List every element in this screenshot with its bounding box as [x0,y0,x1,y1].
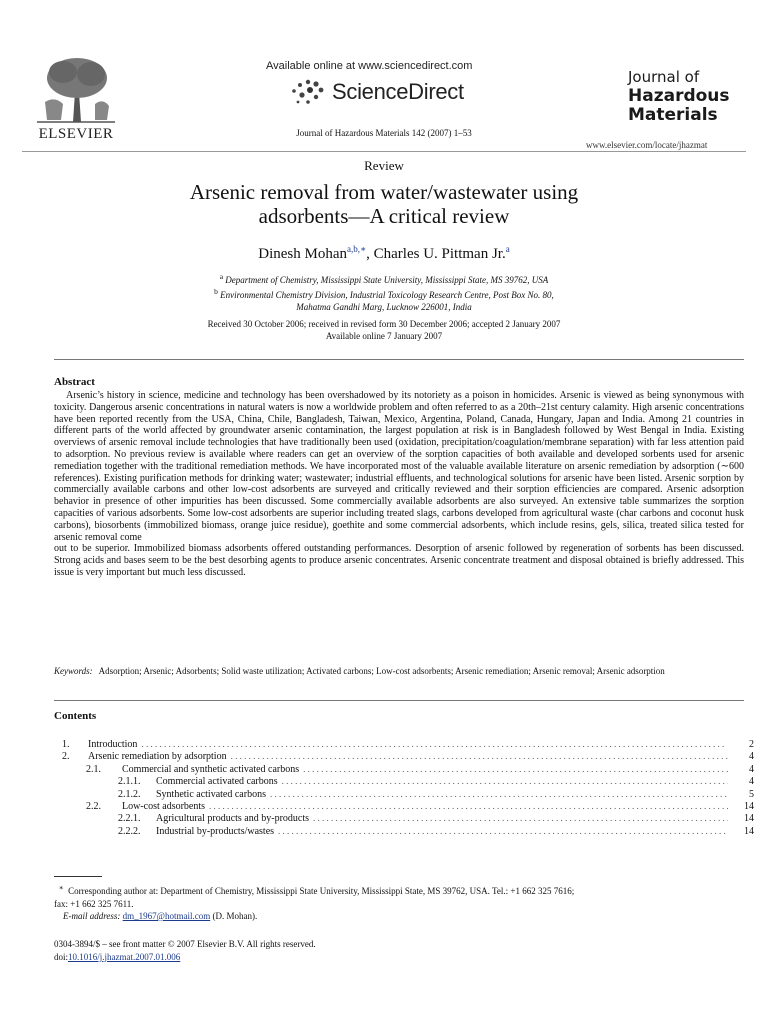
toc-entry[interactable] [54,825,754,837]
toc-title: Arsenic remediation by adsorption [88,751,227,763]
journal-url-link[interactable]: www.elsevier.com/locate/jhazmat [586,140,708,150]
sciencedirect-wordmark: ScienceDirect [332,79,464,104]
available-online-text: Available online at www.sciencedirect.com [266,60,473,72]
journal-name-line: Materials [628,105,718,125]
article-dates [0,318,768,342]
affiliations [0,271,768,313]
toc-leader [278,825,728,837]
affiliation-text: Department of Chemistry, Mississippi State University, Mississippi State, MS 39762, USA [225,275,549,285]
toc-page: 14 [744,813,754,825]
toc-leader [313,812,728,824]
sciencedirect-logo[interactable] [288,76,464,108]
author-affiliation-link[interactable]: a [505,244,510,254]
contents-divider [54,700,744,701]
toc-page: 4 [749,763,754,775]
footnote-marker: ∗ [58,883,64,892]
toc-page: 5 [749,788,754,800]
affiliation-text: Environmental Chemistry Division, Industrial Toxicology Research Centre, Post Box No. 80, [220,290,554,300]
toc-leader [282,775,728,787]
toc-leader [231,750,728,762]
email-link[interactable]: dm_1967@hotmail.com [122,911,211,921]
corresponding-author-footnote [54,882,754,923]
elsevier-tree-icon [33,52,119,124]
received-dates: Received 30 October 2006; received in revised form 30 December 2006; accepted 2 January 2007 [207,319,561,329]
toc-leader [270,788,728,800]
toc-title: Commercial activated carbons [156,776,278,788]
author-name: Charles U. Pittman Jr. [373,246,506,262]
author-list [0,244,768,263]
footnote-fax: fax: +1 662 325 7611. [54,898,134,909]
toc-page: 14 [744,800,754,812]
title-line: adsorbents—A critical review [258,204,510,228]
toc-title: Synthetic activated carbons [156,788,266,800]
affiliation-b [0,286,768,301]
toc-entry[interactable] [54,763,754,775]
affiliation-a [0,271,768,286]
toc-leader [303,763,728,775]
toc-number: 2.2.2. [118,825,141,837]
toc-number: 2.1.1. [118,776,141,788]
author-affiliation-link[interactable]: a,b,∗ [347,244,367,254]
issn-line: 0304-3894/$ – see front matter © 2007 Elsevier B.V. All rights reserved. [54,939,316,949]
footnote-text: Corresponding author at: Department of Chemistry, Mississippi State University, Mississippi State, MS 39762, USA. Tel.: +1 662 325 7616; [68,886,575,896]
toc-entry[interactable] [54,775,754,787]
keywords-label: Keywords: [54,666,93,676]
sciencedirect-dots-icon [288,76,328,108]
journal-citation: Journal of Hazardous Materials 142 (2007) 1–53 [296,128,472,138]
header-divider [22,151,746,152]
footnote-email [54,910,754,923]
affiliation-marker: a [219,272,224,281]
toc-title: Introduction [88,739,138,750]
contents-heading: Contents [54,710,97,722]
email-label: E-mail address: [63,911,121,921]
toc-page: 2 [749,739,754,750]
doi-label: doi: [54,952,69,962]
toc-entry[interactable] [54,738,754,750]
article-type: Review [364,158,404,173]
doi-line [54,951,316,964]
toc-number: 2.1.2. [118,788,141,800]
author-name: Dinesh Mohan [258,246,348,262]
toc-entry[interactable] [54,750,754,762]
toc-page: 4 [749,776,754,788]
author-separator: , [366,246,374,262]
keywords-text: Adsorption; Arsenic; Adsorbents; Solid waste utilization; Activated carbons; Low-cost adsorbents; Arsenic remediation; Arsenic removal; Arsenic adsorption [98,666,665,676]
title-line: Arsenic removal from water/wastewater using [189,180,579,204]
abstract-body [54,390,744,579]
toc-number: 1. [62,739,70,750]
toc-number: 2.2.1. [118,813,141,825]
journal-name-line: Journal of [628,68,700,86]
toc-number: 2.1. [86,763,101,775]
email-owner: (D. Mohan). [210,911,258,921]
front-matter [54,938,316,964]
toc-title: Agricultural products and by-products [156,813,310,825]
toc-number: 2.2. [86,800,101,812]
toc-entry[interactable] [54,788,754,800]
abstract-paragraph: out to be superior. Immobilized biomass adsorbents offered outstanding performances. Desorption of arsenic followed by regeneration of sorbents has been discussed. Strong acids and bases seem to be the best desorbing agents to produce arsenic concentrates. Arsenic concentrate treatment and disposal obtained is briefly addressed. This issue is very important but much less discussed. [54,543,744,578]
abstract-heading: Abstract [54,376,95,388]
toc-title: Industrial by-products/wastes [156,825,275,837]
available-date: Available online 7 January 2007 [325,331,443,341]
footnote-divider [54,876,102,877]
journal-name-line: Hazardous [628,86,730,106]
toc-entry[interactable] [54,800,754,812]
toc-page: 4 [749,751,754,763]
footnote-line [54,882,754,898]
publisher-name: ELSEVIER [38,126,114,142]
toc-leader [209,800,728,812]
table-of-contents [54,738,754,837]
affiliation-b-line2: Mahatma Gandhi Marg, Lucknow 226001, India [296,302,472,312]
toc-entry[interactable] [54,812,754,824]
abstract-divider [54,359,744,360]
toc-title: Commercial and synthetic activated carbons [122,763,300,775]
keywords [54,665,744,677]
article-title [0,180,768,228]
affiliation-marker: b [214,287,218,296]
journal-logo [628,68,730,125]
abstract-paragraph: Arsenic’s history in science, medicine and technology has been overshadowed by its notoriety as a poison in homicides. Arsenic is viewed as being synonymous with toxicity. Dangerous arsenic concentrations in natural waters is now a worldwide problem and often referred to as a 20th–21st century calamity. High arsenic concentrations have been reported recently from the USA, China, Chile, Bangladesh, Taiwan, Mexico, Argentina, Poland, Canada, Hungary, Japan and India. Among 21 countries in different parts of the world affected by groundwater arsenic contamination, the largest population at risk is in Bangladesh followed by West Bengal in India. Existing overviews of arsenic removal include technologies that have traditionally been used (oxidation, precipitation/coagulation/membrane separation) with far less attention paid to adsorption. No previous review is available where readers can get an overview of the sorption capacities of both available and developed sorbents used for arsenic remediation together with the traditional remediation methods. We have incorporated most of the valuable available literature on arsenic remediation by adsorption (∼600 references). Existing purification methods for drinking water; wastewater; industrial effluents, and technological solutions for arsenic have been listed. Arsenic sorption by commercially available carbons and other low-cost adsorbents are surveyed and critically reviewed and their sorption efficiencies are compared. Arsenic adsorption behavior in presence of other impurities has been discussed. Some commercially available adsorbents are also surveyed. An extensive table summarizes the sorption capacities of various adsorbents. Some low-cost adsorbents are superior including treated slags, carbons developed from agricultural waste (char carbons and coconut husk carbons), biosorbents (immobilized biomass, orange juice residue), goethite and some commercial adsorbents, which include resins, gels, silica, treated silica tested for arsenic removal come [54,390,744,543]
doi-link[interactable]: 10.1016/j.jhazmat.2007.01.006 [68,952,181,962]
toc-page: 14 [744,825,754,837]
toc-number: 2. [62,751,70,763]
toc-leader [141,738,728,750]
toc-title: Low-cost adsorbents [122,800,206,812]
